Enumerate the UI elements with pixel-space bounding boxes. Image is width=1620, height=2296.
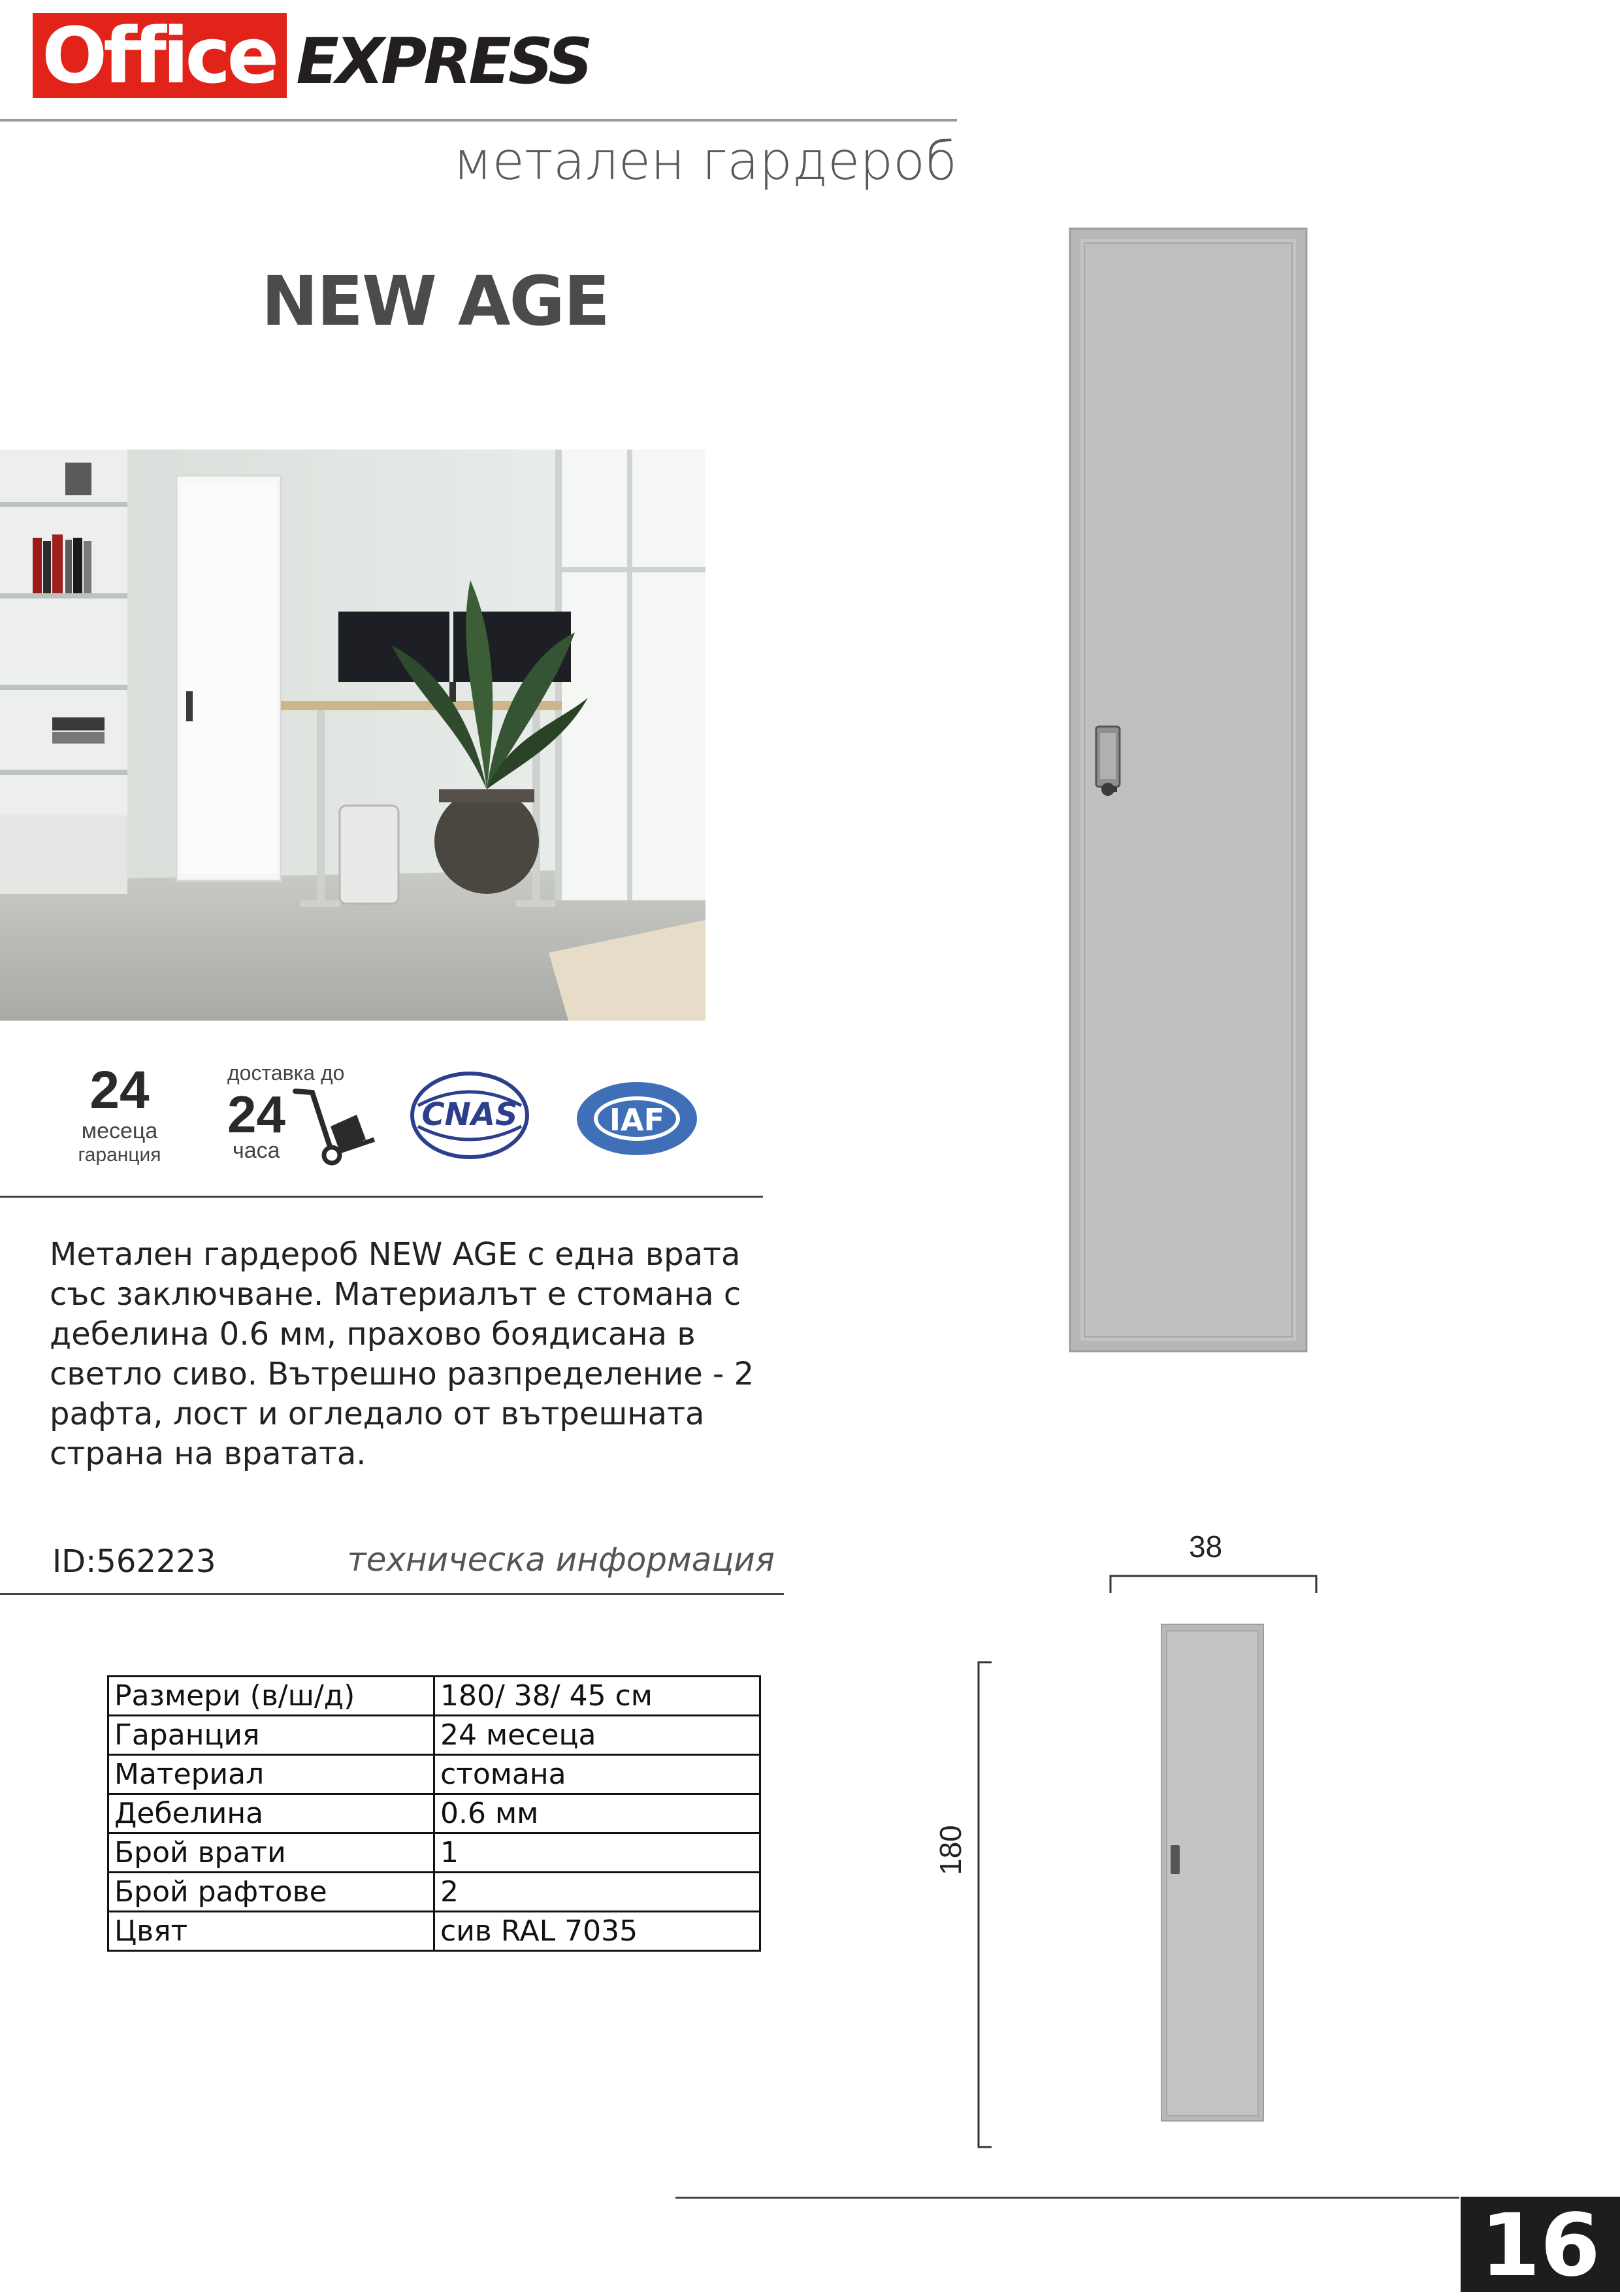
spec-key: Брой врати: [108, 1833, 434, 1873]
spec-value: 24 месеца: [434, 1716, 760, 1755]
warranty-months-number: 24: [89, 1060, 150, 1120]
footer-divider: [675, 2197, 1459, 2199]
spec-row: [108, 1677, 760, 1716]
spec-key: Гаранция: [108, 1716, 434, 1755]
spec-key: Размери (в/ш/д): [108, 1677, 434, 1716]
cnas-logo-icon: [410, 1072, 529, 1159]
locker-dimension-drawing: [1160, 1623, 1265, 2122]
spec-value: 180/ 38/ 45 см: [434, 1677, 760, 1716]
warranty-label: гаранция: [78, 1144, 161, 1166]
room-scene-image: [0, 450, 705, 1021]
spec-row: [108, 1873, 760, 1912]
product-room-photo: [0, 450, 705, 1021]
spec-row: [108, 1755, 760, 1794]
page-number: 16: [1461, 2197, 1620, 2292]
spec-row: [108, 1716, 760, 1755]
iaf-certification-logo: [575, 1081, 699, 1156]
spec-key: Материал: [108, 1755, 434, 1794]
dimension-width-label: 38: [1189, 1530, 1223, 1564]
product-locker-image: [1069, 227, 1308, 1353]
spec-row: [108, 1794, 760, 1833]
delivery-top-label: доставка до: [227, 1061, 345, 1085]
warranty-badge: [71, 1060, 169, 1166]
spec-value: сив RAL 7035: [434, 1912, 760, 1951]
technical-info-divider: [0, 1593, 784, 1595]
cnas-certification-logo: [410, 1072, 529, 1159]
hand-truck-icon: [293, 1087, 378, 1166]
spec-value: 2: [434, 1873, 760, 1912]
spec-key: Брой рафтове: [108, 1873, 434, 1912]
delivery-hours-number: 24: [227, 1085, 285, 1143]
product-id: ID:562223: [52, 1543, 216, 1580]
category-title: метален гардероб: [453, 131, 957, 191]
brand-logo: [33, 10, 590, 101]
iaf-logo-icon: [575, 1081, 699, 1156]
spec-row: [108, 1912, 760, 1951]
width-dimension-line: [1104, 1568, 1320, 1594]
warranty-months-label: месеца: [81, 1119, 158, 1143]
spec-row: [108, 1833, 760, 1873]
cnas-logo-text: CNAS: [421, 1096, 518, 1133]
spec-key: Дебелина: [108, 1794, 434, 1833]
spec-value: стомана: [434, 1755, 760, 1794]
spec-key: Цвят: [108, 1912, 434, 1951]
specs-table: [107, 1675, 761, 1952]
product-title: NEW AGE: [261, 261, 609, 341]
product-description: Метален гардероб NEW AGE с една врата със заключване. Материалът е стомана с дебелина 0.6 мм, прахово боядисана в светло сиво. Вътрешно разпределение - 2 рафта, лост и огледало от вътрешната страна на вратата.: [50, 1236, 754, 1472]
badges-divider: [0, 1196, 763, 1198]
delivery-hours-label: часа: [233, 1138, 280, 1163]
technical-info-heading: техническа информация: [347, 1541, 775, 1579]
height-dimension-line: [975, 1660, 994, 2150]
logo-express: EXPRESS: [296, 25, 590, 98]
logo-office: Office: [33, 13, 287, 98]
spec-value: 1: [434, 1833, 760, 1873]
locker-front-image: [1069, 227, 1308, 1353]
header-divider: [0, 119, 957, 122]
delivery-badge: [227, 1061, 378, 1166]
dimension-height-label: 180: [933, 1825, 967, 1875]
iaf-logo-text: IAF: [609, 1102, 665, 1138]
locker-small-image: [1160, 1623, 1265, 2122]
spec-value: 0.6 мм: [434, 1794, 760, 1833]
